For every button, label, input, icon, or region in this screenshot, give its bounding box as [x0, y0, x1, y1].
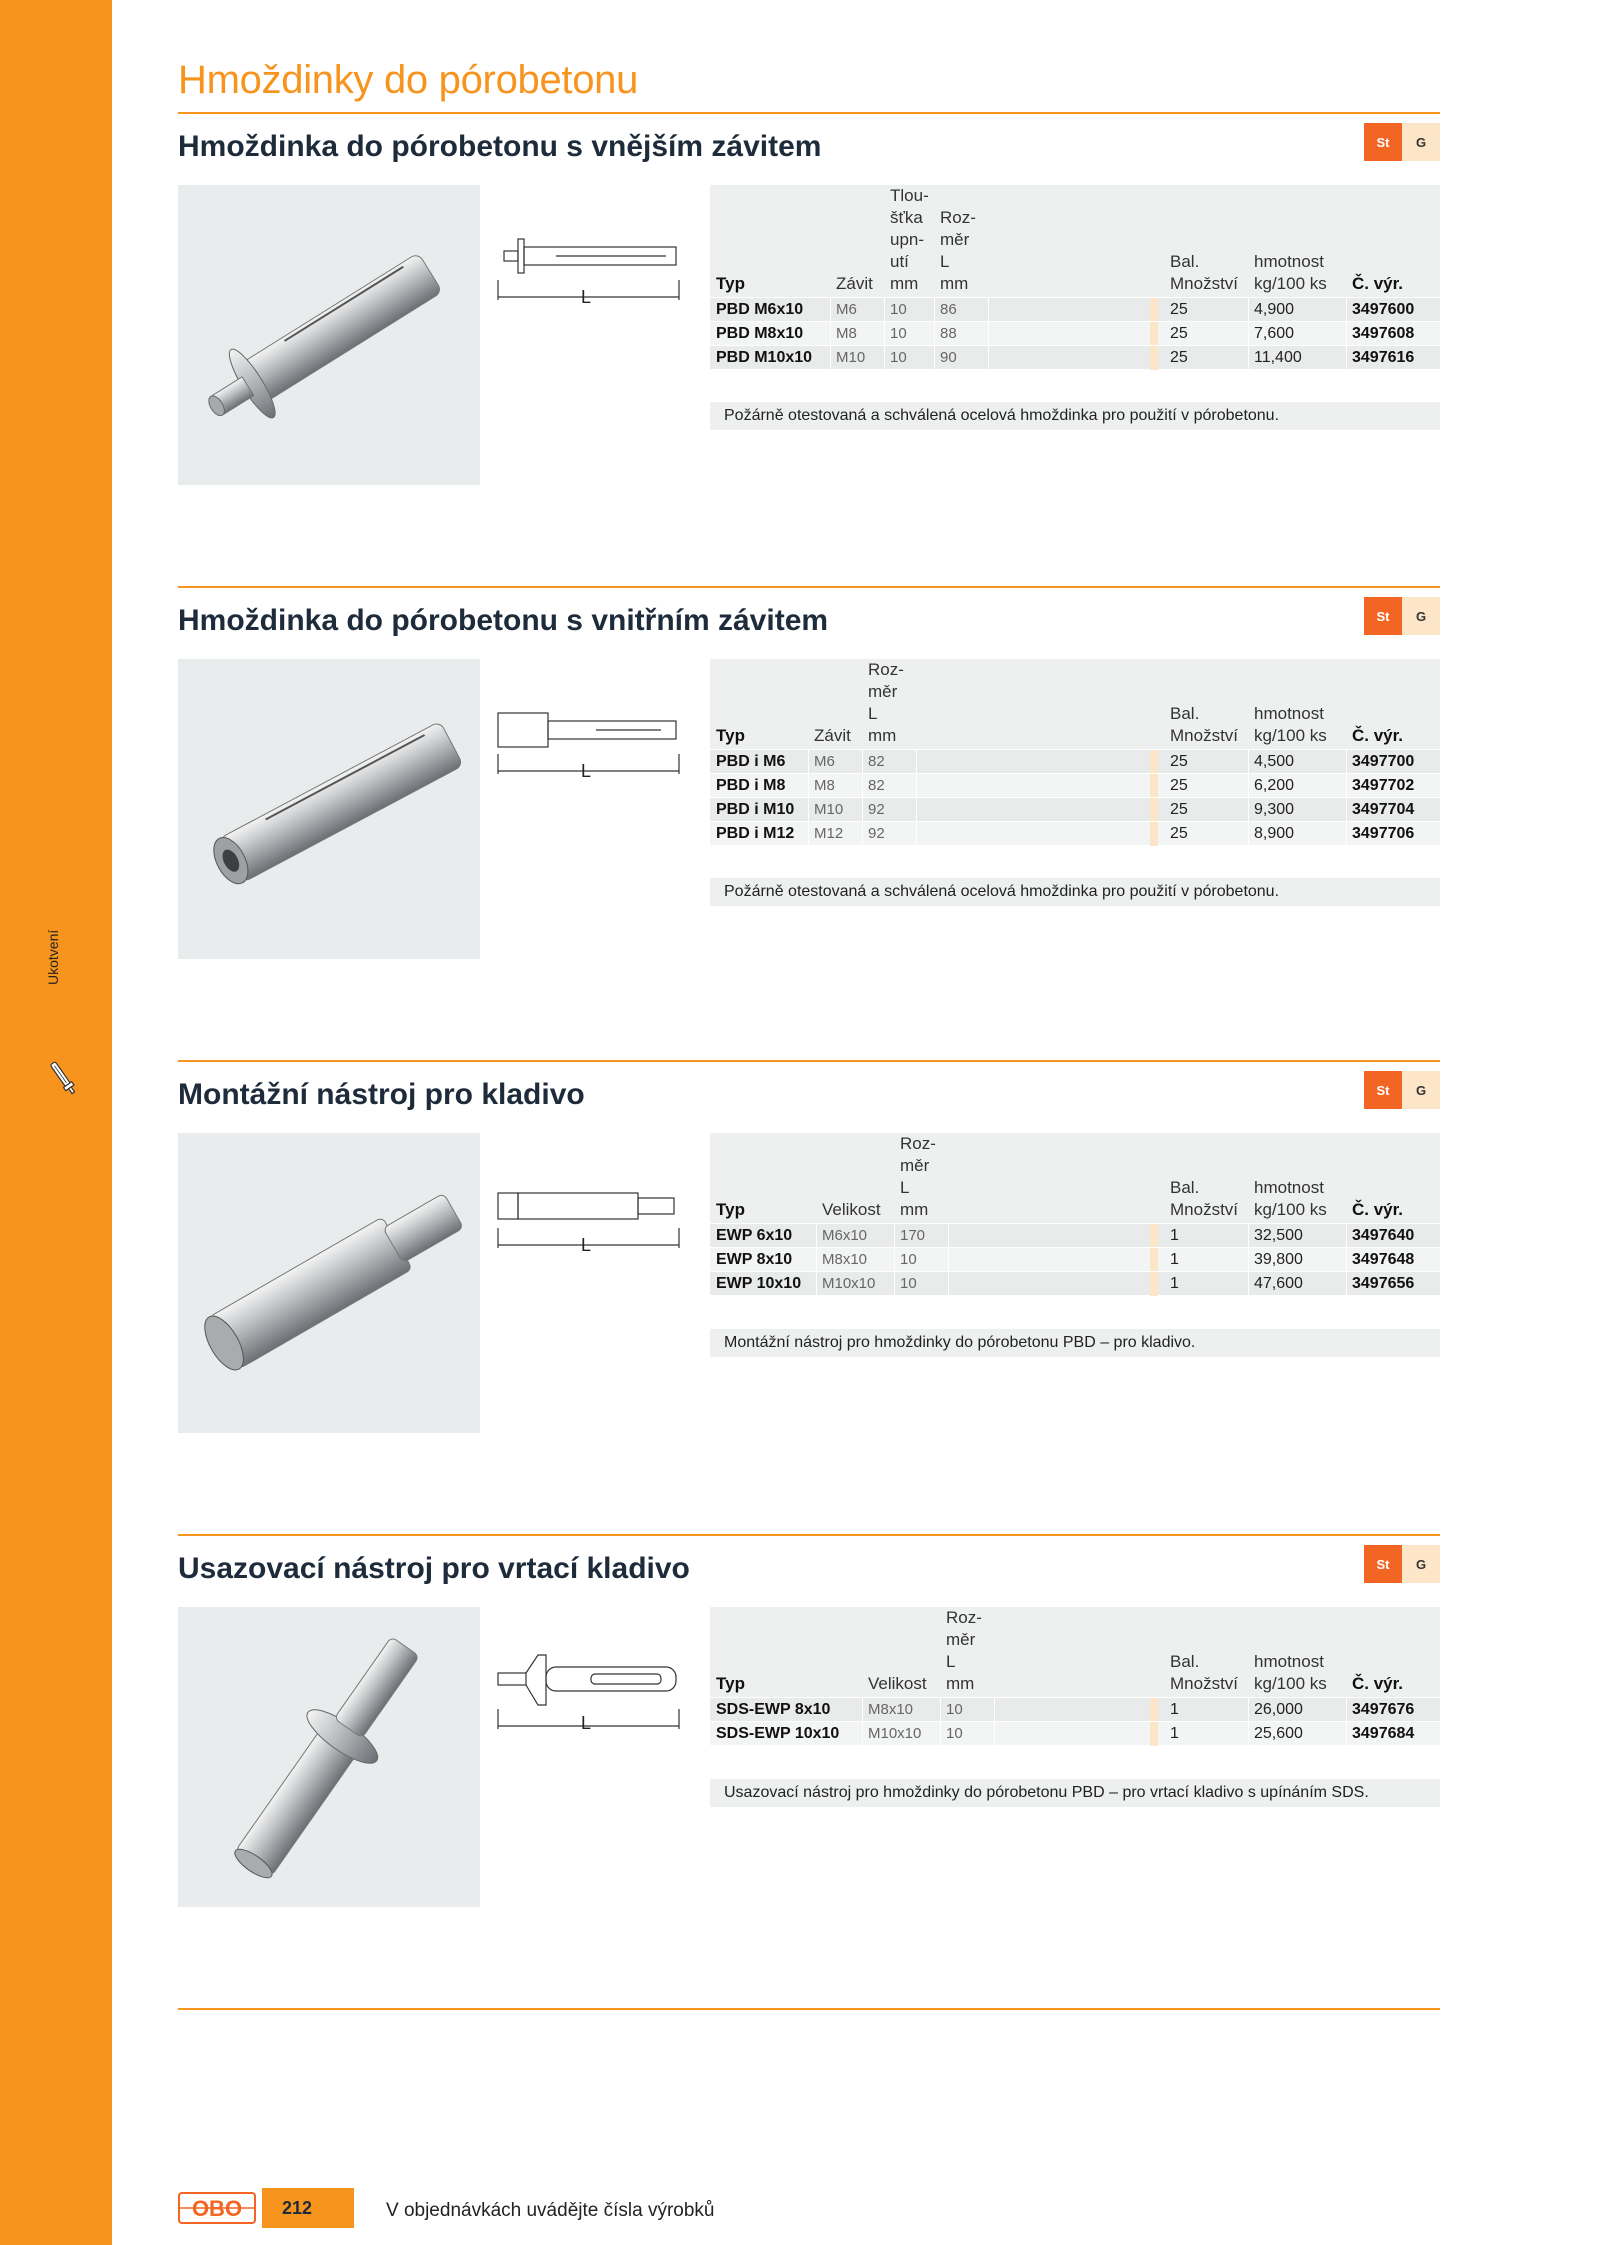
table-row: PBD M10x10 M10 10 90 25 11,400 3497616: [710, 345, 1440, 369]
header-package: Bal. Množství: [1170, 704, 1239, 745]
svg-text:OBO: OBO: [191, 2196, 243, 2221]
table-header: [710, 1133, 1440, 1223]
technical-drawing: [496, 699, 681, 789]
page-number: 212: [282, 2198, 313, 2218]
steel-badge: St: [1364, 1545, 1402, 1583]
header-article-number: Č. výr.: [1352, 1200, 1404, 1219]
product-section-external-thread: [178, 115, 1440, 495]
table-row: EWP 8x10 M8x10 10 1 39,800 3497648: [710, 1247, 1440, 1271]
table-row: PBD i M12 M12 92 25 8,900 3497706: [710, 821, 1440, 845]
product-photo: [178, 1607, 480, 1907]
table-header: [710, 1607, 1440, 1697]
table-body: [710, 297, 1440, 369]
technical-drawing: [496, 1647, 681, 1737]
table-header: [710, 185, 1440, 297]
header-dimension: Roz- měr L mm: [940, 208, 976, 293]
table-body: [710, 1223, 1440, 1295]
header-package: Bal. Množství: [1170, 1178, 1239, 1219]
galvanized-badge: G: [1402, 1545, 1440, 1583]
obo-logo: [178, 2192, 256, 2224]
material-badges: [1364, 123, 1440, 161]
header-zavit: Závit: [836, 274, 873, 293]
product-photo: [178, 185, 480, 485]
section-divider: [178, 1534, 1440, 1536]
section-divider: [178, 112, 1440, 114]
header-article-number: Č. výr.: [1352, 274, 1404, 293]
material-badges: [1364, 1545, 1440, 1583]
product-note: Usazovací nástroj pro hmoždinky do pórobetonu PBD – pro vrtací kladivo s upínáním SDS.: [710, 1779, 1440, 1807]
header-package: Bal. Množství: [1170, 252, 1239, 293]
header-article-number: Č. výr.: [1352, 1674, 1404, 1693]
table-row: EWP 10x10 M10x10 10 1 47,600 3497656: [710, 1271, 1440, 1295]
table-row: PBD M8x10 M8 10 88 25 7,600 3497608: [710, 321, 1440, 345]
table-row: PBD i M6 M6 82 25 4,500 3497700: [710, 749, 1440, 773]
material-badges: [1364, 1071, 1440, 1109]
page-number-box: [262, 2188, 354, 2228]
anchor-bolt-icon: [48, 1058, 78, 1098]
dimension-label: L: [581, 1713, 592, 1733]
product-section-sds-tool: [178, 1537, 1440, 1917]
dimension-label: L: [581, 761, 592, 781]
header-weight: hmotnost kg/100 ks: [1254, 704, 1327, 745]
table-body: [710, 749, 1440, 845]
header-typ: Typ: [716, 726, 745, 745]
header-package: Bal. Množství: [1170, 1652, 1239, 1693]
header-size: Velikost: [822, 1200, 881, 1219]
section-title: Montážní nástroj pro kladivo: [178, 1078, 585, 1111]
product-note: Požárně otestovaná a schválená ocelová hmoždinka pro použití v pórobetonu.: [710, 402, 1440, 430]
product-photo: [178, 659, 480, 959]
header-weight: hmotnost kg/100 ks: [1254, 1652, 1327, 1693]
section-title: Hmoždinka do pórobetonu s vnějším závitem: [178, 130, 822, 163]
orange-sidebar: [0, 0, 112, 2245]
steel-badge: St: [1364, 123, 1402, 161]
page-title: Hmoždinky do pórobetonu: [178, 58, 639, 102]
product-note: Požárně otestovaná a schválená ocelová hmoždinka pro použití v pórobetonu.: [710, 878, 1440, 906]
footer-note: V objednávkách uvádějte čísla výrobků: [386, 2200, 715, 2221]
galvanized-badge: G: [1402, 123, 1440, 161]
header-zavit: Závit: [814, 726, 851, 745]
section-title: Usazovací nástroj pro vrtací kladivo: [178, 1552, 690, 1585]
table-row: SDS-EWP 10x10 M10x10 10 1 25,600 3497684: [710, 1721, 1440, 1745]
technical-drawing: [496, 1173, 681, 1263]
section-divider: [178, 1060, 1440, 1062]
header-typ: Typ: [716, 274, 745, 293]
table-row: PBD i M10 M10 92 25 9,300 3497704: [710, 797, 1440, 821]
steel-badge: St: [1364, 597, 1402, 635]
product-table: [710, 1607, 1440, 1745]
table-row: EWP 6x10 M6x10 170 1 32,500 3497640: [710, 1223, 1440, 1247]
header-typ: Typ: [716, 1200, 745, 1219]
material-badges: [1364, 597, 1440, 635]
product-table: [710, 1133, 1440, 1295]
table-body: [710, 1697, 1440, 1745]
product-section-internal-thread: [178, 589, 1440, 969]
header-dimension: Roz- měr L mm: [868, 660, 904, 745]
product-table: [710, 185, 1440, 369]
header-article-number: Č. výr.: [1352, 726, 1404, 745]
header-weight: hmotnost kg/100 ks: [1254, 252, 1327, 293]
section-divider: [178, 586, 1440, 588]
section-title: Hmoždinka do pórobetonu s vnitřním závitem: [178, 604, 829, 637]
product-section-hammer-tool: [178, 1063, 1440, 1443]
technical-drawing: [496, 225, 681, 315]
section-divider: [178, 2008, 1440, 2010]
table-row: PBD i M8 M8 82 25 6,200 3497702: [710, 773, 1440, 797]
header-weight: hmotnost kg/100 ks: [1254, 1178, 1327, 1219]
sidebar-label: Ukotvení: [45, 929, 61, 985]
header-typ: Typ: [716, 1674, 745, 1693]
table-row: SDS-EWP 8x10 M8x10 10 1 26,000 3497676: [710, 1697, 1440, 1721]
product-table: [710, 659, 1440, 845]
product-photo: [178, 1133, 480, 1433]
header-dimension: Roz- měr L mm: [946, 1608, 982, 1693]
galvanized-badge: G: [1402, 597, 1440, 635]
header-thickness: Tlou- šťka upn- utí mm: [890, 186, 929, 293]
table-row: PBD M6x10 M6 10 86 25 4,900 3497600: [710, 297, 1440, 321]
dimension-label: L: [581, 1235, 592, 1255]
header-size: Velikost: [868, 1674, 927, 1693]
table-header: [710, 659, 1440, 749]
dimension-label: L: [581, 287, 592, 307]
steel-badge: St: [1364, 1071, 1402, 1109]
header-dimension: Roz- měr L mm: [900, 1134, 936, 1219]
galvanized-badge: G: [1402, 1071, 1440, 1109]
product-note: Montážní nástroj pro hmoždinky do pórobetonu PBD – pro kladivo.: [710, 1329, 1440, 1357]
